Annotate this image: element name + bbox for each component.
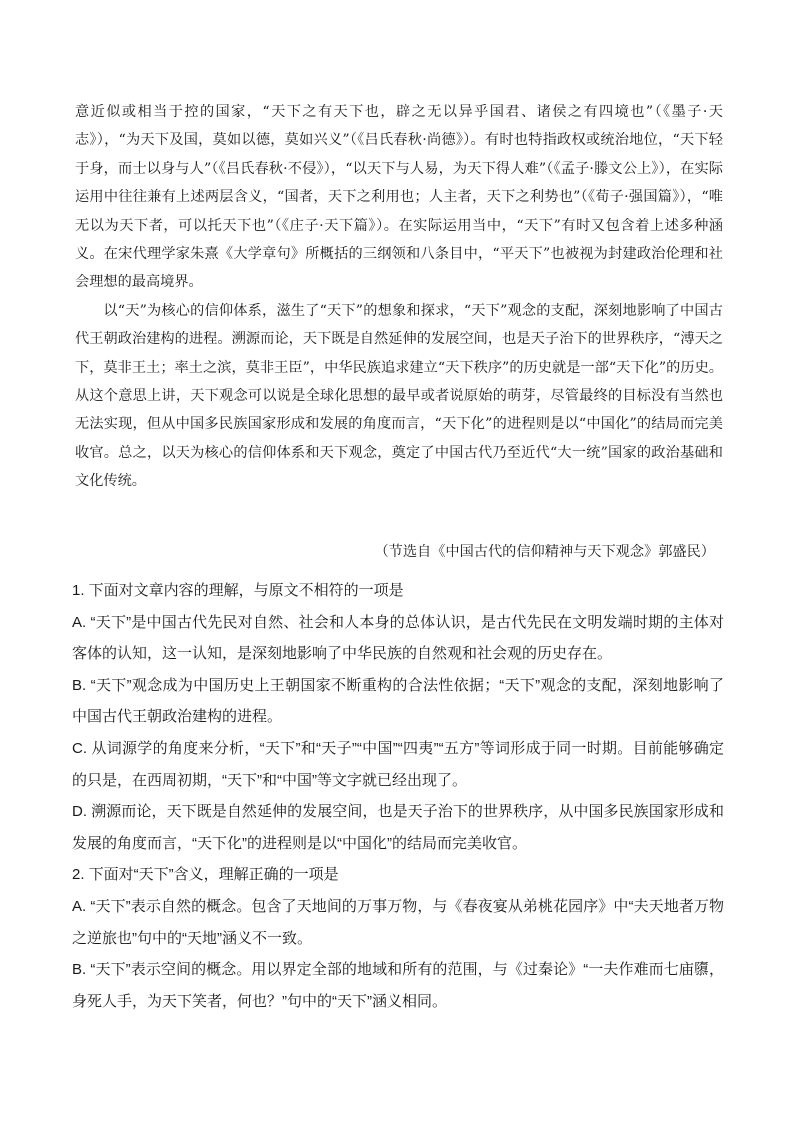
question-1-option-a: A. “天下”是中国古代先民对自然、社会和人本身的总体认识，是古代先民在文明发端时期的主体对客体的认知，这一认知，是深刻地影响了中华民族的自然观和社会观的历史存在。: [72, 613, 724, 663]
passage-paragraph-2: 以“天”为核心的信仰体系，滋生了“天下”的想象和探求，“天下”观念的支配，深刻地影响了中国古代王朝政治建构的进程。溯源而论，天下既是自然延伸的发展空间，也是天子治下的世界秩序，“溥天之下，莫非王土；率土之滨，莫非王臣”，中华民族追求建立“天下秩序”的历史就是一部“天下化”的历史。从这个意思上讲，天下观念可以说是全球化思想的最早或者说原始的萌芽，尽管最终的目标没有当然也无法实现，但从中国多民族国家形成和发展的角度而言，“天下化”的进程则是以“中国化”的结局而完美收官。总之，以天为核心的信仰体系和天下观念，奠定了中国古代乃至近代“大一统”国家的政治基础和文化传统。: [75, 302, 723, 490]
question-2-option-a: A. “天下”表示自然的概念。包含了天地间的万事万物，与《春夜宴从弟桃花园序》中“夫天地者万物之逆旅也”句中的“天地”涵义不一致。: [72, 897, 724, 947]
question-1-option-c: C. 从词源学的角度来分析，“天下”和“天子”“中国”“四夷”“五方”等词形成于同一时期。目前能够确定的只是，在西周初期，“天下”和“中国”等文字就已经出现了。: [72, 739, 724, 789]
question-section: [72, 575, 724, 1017]
passage-source: （节选自《中国古代的信仰精神与天下观念》郭盛民）: [374, 544, 715, 560]
question-2-stem: 2. 下面对“天下”含义，理解正确的一项是: [72, 866, 339, 884]
question-1-option-b: B. “天下”观念成为中国历史上王朝国家不断重构的合法性依据；“天下”观念的支配，深刻地影响了中国古代王朝政治建构的进程。: [72, 676, 724, 726]
question-2-option-b: B. “天下”表示空间的概念。用以界定全部的地域和所有的范围，与《过秦论》“一夫作难而七庙隳，身死人手，为天下笑者，何也？”句中的“天下”涵义相同。: [72, 961, 724, 1010]
question-1-option-d: D. 溯源而论，天下既是自然延伸的发展空间，也是天子治下的世界秩序，从中国多民族国家形成和发展的角度而言，“天下化”的进程则是以“中国化”的结局而完美收官。: [72, 803, 724, 852]
reading-passage: [75, 98, 723, 496]
passage-paragraph-1: 意近似或相当于控的国家，“天下之有天下也，辟之无以异乎国君、诸侯之有四境也”（《墨子·天志》），“为天下及国，莫如以德，莫如兴义”（《吕氏春秋·尚德》）。有时也特指政权或统治地位，“天下轻于身，而士以身与人”（《吕氏春秋·不侵》），“以天下与人易，为天下得人难”（《孟子·滕文公上》），在实际运用中往往兼有上述两层含义，“国者，天下之利用也；人主者，天下之利势也”（《荀子·强国篇》），“唯无以为天下者，可以托天下也”（《庄子·天下篇》）。在实际运用当中，“天下”有时又包含着上述多种涵义。在宋代理学家朱熹《大学章句》所概括的三纲领和八条目中，“平天下”也被视为封建政治伦理和社会理想的最高境界。: [75, 104, 723, 291]
question-1-stem: 1. 下面对文章内容的理解，与原文不相符的一项是: [72, 582, 404, 599]
